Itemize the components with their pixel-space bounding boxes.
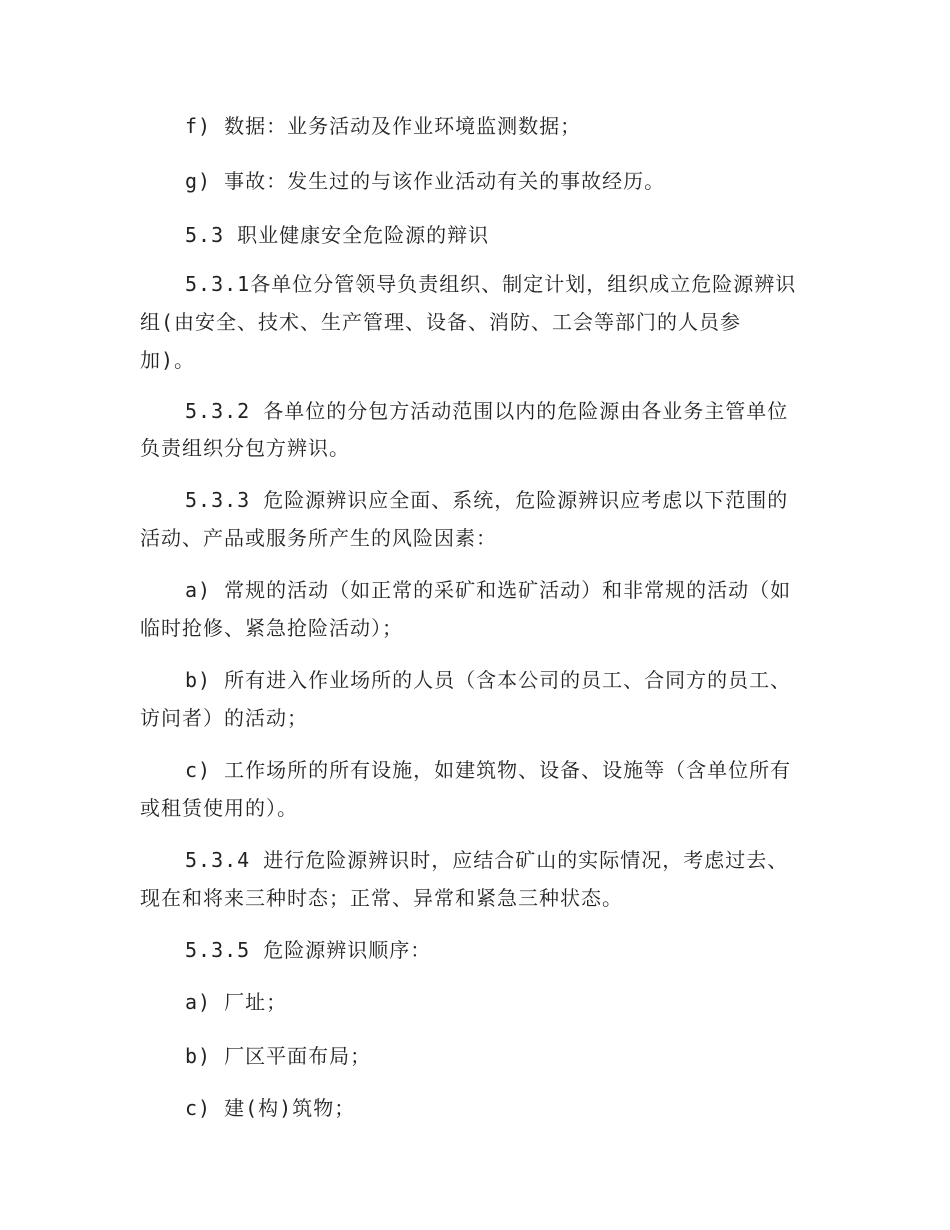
list-5-3-3-a-line-2: 临时抢修、紧急抢险活动）； — [140, 616, 403, 640]
clause-5-3-1-line-1: 5.3.1各单位分管领导负责组织、制定计划，组织成立危险源辨识 — [185, 272, 797, 296]
section-5-3-heading: 5.3 职业健康安全危险源的辩识 — [185, 223, 490, 247]
clause-5-3-2-line-1: 5.3.2 各单位的分包方活动范围以内的危险源由各业务主管单位 — [185, 399, 789, 423]
item-g-line-1: g) 事故：发生过的与该作业活动有关的事故经历。 — [185, 169, 666, 193]
list-5-3-3-c-line-1: c) 工作场所的所有设施，如建筑物、设备、设施等（含单位所有 — [185, 758, 792, 782]
item-f-line-1: f) 数据：业务活动及作业环境监测数据； — [185, 114, 582, 138]
clause-5-3-1-line-3: 加)。 — [140, 348, 196, 372]
clause-5-3-4-line-2: 现在和将来三种时态；正常、异常和紧急三种状态。 — [140, 886, 623, 910]
clause-5-3-4-line-1: 5.3.4 进行危险源辨识时，应结合矿山的实际情况，考虑过去、 — [185, 848, 789, 872]
clause-5-3-2-line-2: 负责组织分包方辨识。 — [140, 436, 350, 460]
list-5-3-5-c: c) 建(构)筑物； — [185, 1096, 356, 1120]
list-5-3-3-a-line-1: a) 常规的活动（如正常的采矿和选矿活动）和非常规的活动（如 — [185, 578, 792, 602]
list-5-3-5-b: b) 厂区平面布局； — [185, 1044, 372, 1068]
list-5-3-3-b-line-1: b) 所有进入作业场所的人员（含本公司的员工、合同方的员工、 — [185, 668, 792, 692]
list-5-3-3-b-line-2: 访问者）的活动； — [140, 706, 308, 730]
clause-5-3-1-line-2: 组(由安全、技术、生产管理、设备、消防、工会等部门的人员参 — [140, 310, 742, 334]
clause-5-3-3-line-2: 活动、产品或服务所产生的风险因素： — [140, 526, 497, 550]
clause-5-3-5-line-1: 5.3.5 危险源辨识顺序： — [185, 938, 432, 962]
clause-5-3-3-line-1: 5.3.3 危险源辨识应全面、系统，危险源辨识应考虑以下范围的 — [185, 488, 789, 512]
list-5-3-3-c-line-2: 或租赁使用的）。 — [140, 796, 298, 820]
list-5-3-5-a: a) 厂址； — [185, 990, 288, 1014]
